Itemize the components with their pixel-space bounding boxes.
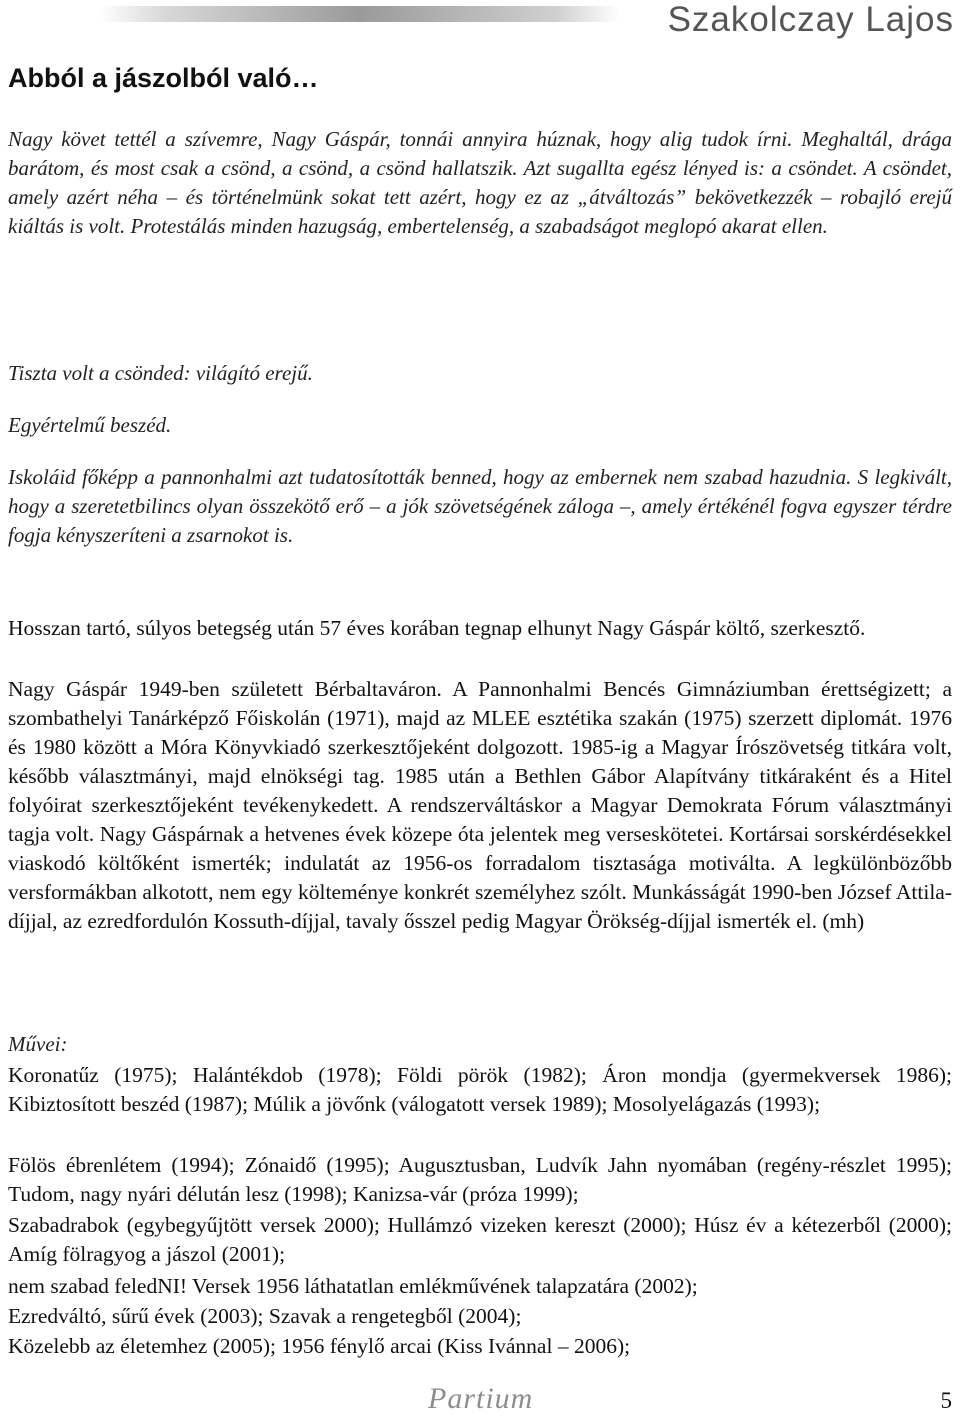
article-title: Abból a jászolból való… xyxy=(8,63,319,93)
partium-logo: Partium xyxy=(428,1382,534,1415)
works-list-item: Ezredváltó, sűrű évek (2003); Szavak a rengetegből (2004); xyxy=(8,1304,522,1328)
obituary-paragraph-1: Hosszan tartó, súlyos betegség után 57 éves korában tegnap elhunyt Nagy Gáspár költő, szerkesztő. xyxy=(8,616,866,640)
header-decorative-rule xyxy=(100,6,620,22)
page-number: 5 xyxy=(940,1388,952,1413)
intro-paragraph-1: Nagy követ tettél a szívemre, Nagy Gáspár, tonnái annyira húznak, hogy alig tudok írni. Meghaltál, drága barátom, és most csak a csönd, a csönd, a csönd hallatszik. Azt sugallta egész lényed is: a csöndet. A csöndet, amely azért néha – és történelmünk sokat tett azért, hogy ez az „átváltozás” bekövetkezzék – robajló erejű kiáltás is volt. Protestálás minden hazugság, embertelenség, a szabadságot meglopó akarat ellen. xyxy=(8,127,952,238)
intro-paragraph-4: Iskoláid főképp a pannonhalmi azt tudatosították benned, hogy az embernek nem szabad hazudnia. S legkivált, hogy a szeretetbilincs olyan összekötő erő – a jók szövetségének záloga –, amely értékénél fogva egyszer térdre fogja kényszeríteni a zsarnokot is. xyxy=(8,465,952,547)
author-name: Szakolczay Lajos xyxy=(667,0,954,39)
intro-paragraph-2: Tiszta volt a csönded: világító erejű. xyxy=(8,361,313,385)
obituary-paragraph-2: Nagy Gáspár 1949-ben született Bérbaltaváron. A Pannonhalmi Bencés Gimnáziumban érettségizett; a szombathelyi Tanárképző Főiskolán (1971), majd az MLEE esztétika szakán (1975) szerzett diplomát. 1976 és 1980 között a Móra Könyvkiadó szerkesztőjeként dolgozott. 1985-ig a Magyar Írószövetség titkára volt, később választmányi, majd elnökségi tag. 1985 után a Bethlen Gábor Alapítvány titkáraként és a Hitel folyóirat szerkesztőjeként tevékenykedett. A rendszerváltáskor a Magyar Demokrata Fórum választmányi tagja volt. Nagy Gáspárnak a hetvenes évek közepe óta jelentek meg verseskötetei. Kortársai sorskérdésekkel viaskodó költőként ismerték; indulatát az 1956-os forradalom tisztasága motiválta. A legkülönbözőbb versformákban alkotott, nem egy költeménye konkrét személyhez szólt. Munkásságát 1990-ben József Attila-díjjal, az ezredfordulón Kossuth-díjjal, tavaly ősszel pedig Magyar Örökség-díjjal ismerték el. (mh) xyxy=(8,677,952,933)
works-heading: Művei: xyxy=(8,1032,68,1056)
works-list-item: nem szabad feledNI! Versek 1956 láthatatlan emlékművének talapzatára (2002); xyxy=(8,1274,698,1298)
intro-paragraph-3: Egyértelmű beszéd. xyxy=(8,413,172,437)
works-list-item: Koronatűz (1975); Halántékdob (1978); Földi pörök (1982); Áron mondja (gyermekversek 1986); Kibiztosított beszéd (1987); Múlik a jövőnk (válogatott versek 1989); Mosolyelágazás (1993); xyxy=(8,1063,952,1116)
works-list-item: Fölös ébrenlétem (1994); Zónaidő (1995); Augusztusban, Ludvík Jahn nyomában (regény-részlet 1995); Tudom, nagy nyári délután lesz (1998); Kanizsa-vár (próza 1999); xyxy=(8,1153,952,1206)
works-list-item: Szabadrabok (egybegyűjtött versek 2000); Hullámzó vizeken kereszt (2000); Húsz év a kétezerből (2000); Amíg fölragyog a jászol (2001); xyxy=(8,1213,952,1266)
works-list-item: Közelebb az életemhez (2005); 1956 fénylő arcai (Kiss Ivánnal – 2006); xyxy=(8,1334,631,1358)
